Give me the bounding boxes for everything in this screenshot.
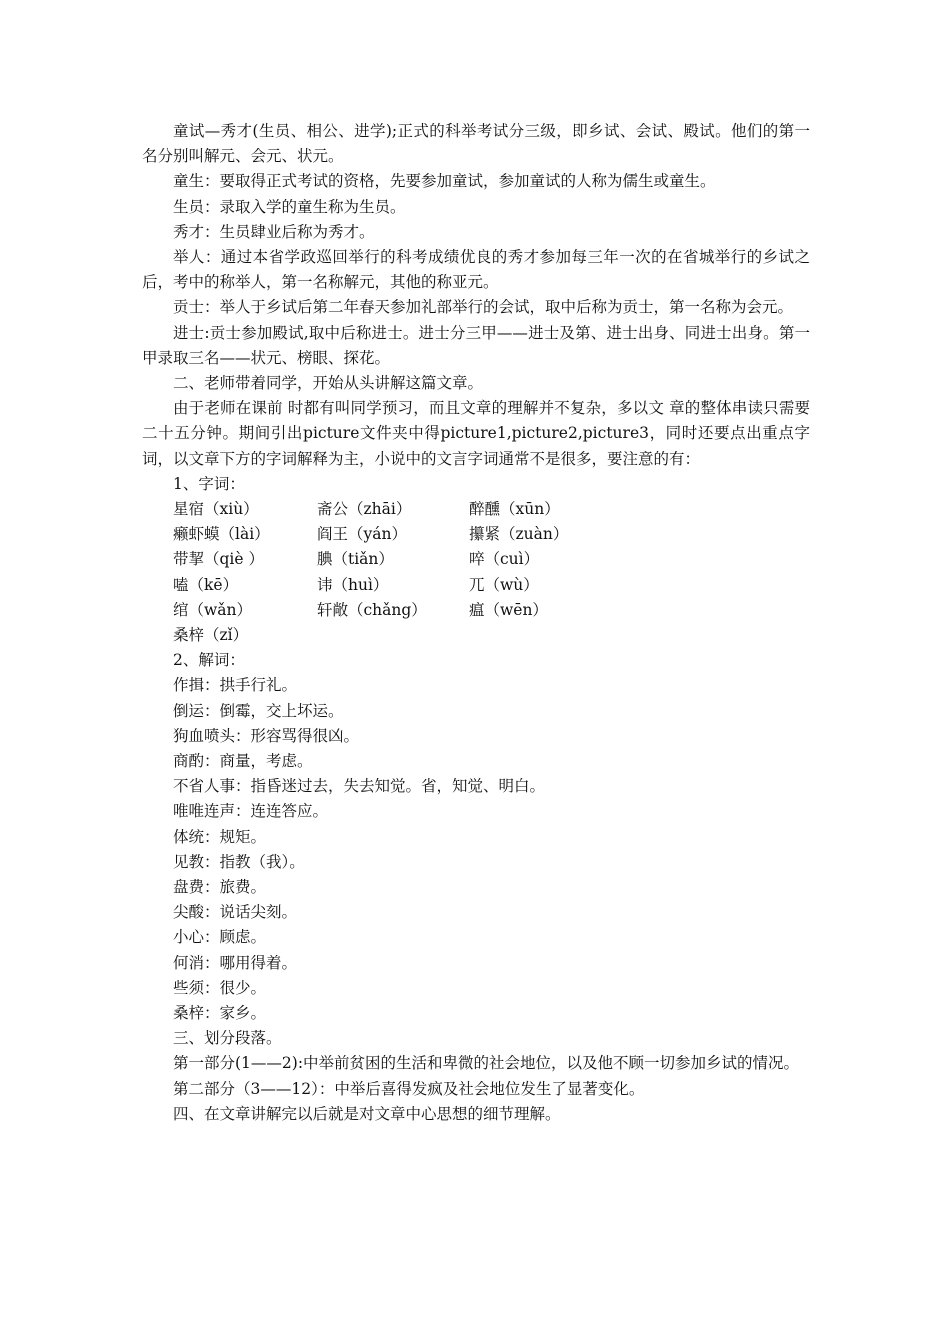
explanation-item: 狗血喷头：形容骂得很凶。	[173, 726, 360, 745]
paragraph-part-two: 第二部分（3——12）：中举后喜得发疯及社会地位发生了显著变化。	[173, 1079, 645, 1098]
explanation-item: 桑梓：家乡。	[173, 1004, 267, 1023]
section-heading-paragraph-division: 三、划分段落。	[173, 1029, 282, 1048]
paragraph-juren: 举人：通过本省学政巡回举行的科考成绩优良的秀才参加每三年一次的在省城举行的乡试之后，考中的称举人，第一名称解元，其他的称亚元。	[142, 248, 810, 292]
word-row	[173, 598, 810, 623]
word-row	[173, 522, 810, 547]
paragraph-tongshi: 童试—秀才(生员、相公、进学);正式的科举考试分三级，即乡试、会试、殿试。他们的第一名分别叫解元、会元、状元。	[142, 122, 810, 166]
word-item: 阎王（yán）	[317, 525, 407, 544]
explanations-section-title: 2、解词：	[173, 651, 245, 670]
section-heading-central-idea: 四、在文章讲解完以后就是对文章中心思想的细节理解。	[173, 1104, 561, 1123]
paragraph-xiucai: 秀才：生员肆业后称为秀才。	[173, 222, 375, 241]
word-item: 桑梓（zǐ）	[173, 625, 249, 644]
paragraph-tongsheng: 童生：要取得正式考试的资格，先要参加童试，参加童试的人称为儒生或童生。	[173, 172, 716, 191]
explanation-item: 唯唯连声：连连答应。	[173, 802, 329, 821]
explanation-item: 体统：规矩。	[173, 827, 267, 846]
explanation-item: 些须：很少。	[173, 978, 267, 997]
word-item: 癞虾蟆（lài）	[173, 525, 270, 544]
word-row	[173, 547, 810, 572]
paragraph-teaching-notes: 由于老师在课前 时都有叫同学预习，而且文章的理解并不复杂，多以文 章的整体串读只需要二十五分钟。期间引出picture文件夹中得picture1,picture2,picture3，同时还要点出重点字词，以文章下方的字词解释为主，小说中的文言字词通常不是很多，要注意的有：	[142, 399, 810, 468]
word-item: 星宿（xiù）	[173, 500, 259, 519]
word-row	[173, 573, 810, 598]
paragraph-gongshi: 贡士：举人于乡试后第二年春天参加礼部举行的会试，取中后称为贡士，第一名称为会元。	[173, 298, 794, 317]
explanation-item: 作揖：拱手行礼。	[173, 676, 298, 695]
explanation-item: 何消：哪用得着。	[173, 953, 298, 972]
explanation-item: 倒运：倒霉，交上坏运。	[173, 701, 344, 720]
explanation-item: 小心：顾虑。	[173, 928, 267, 947]
paragraph-jinshi: 进士:贡士参加殿试,取中后称进士。进士分三甲——进士及第、进士出身、同进士出身。第一甲录取三名——状元、榜眼、探花。	[142, 323, 810, 367]
explanation-item: 不省人事：指昏迷过去，失去知觉。省，知觉、明白。	[173, 777, 546, 796]
section-heading-explain-article: 二、老师带着同学，开始从头讲解这篇文章。	[173, 374, 484, 393]
explanation-item: 商酌：商量，考虑。	[173, 751, 313, 770]
word-item: 兀（wù）	[469, 575, 539, 594]
word-item: 斋公（zhāi）	[317, 500, 412, 519]
words-section-title: 1、字词：	[173, 474, 245, 493]
word-item: 嗑（kē）	[173, 575, 239, 594]
explanation-item: 盘费：旅费。	[173, 878, 267, 896]
document-body	[142, 119, 810, 1127]
explanation-item: 尖酸：说话尖刻。	[173, 903, 298, 922]
word-item: 醉醺（xūn）	[469, 500, 560, 519]
word-item: 绾（wǎn）	[173, 600, 252, 619]
word-item: 啐（cuì）	[469, 550, 540, 569]
word-row	[173, 497, 810, 522]
word-item: 轩敞（chǎng）	[317, 600, 427, 619]
paragraph-part-one: 第一部分(1——2):中举前贫困的生活和卑微的社会地位，以及他不顾一切参加乡试的情况。	[173, 1054, 800, 1073]
word-item: 带挈（qiè ）	[173, 550, 264, 569]
paragraph-shengyuan: 生员：录取入学的童生称为生员。	[173, 197, 406, 216]
word-item: 瘟（wēn）	[469, 600, 548, 619]
word-pronunciation-table	[142, 497, 810, 648]
explanation-item: 见教：指教（我）。	[173, 852, 305, 871]
word-item: 讳（huì）	[317, 575, 389, 594]
word-item: 腆（tiǎn）	[317, 550, 394, 569]
word-item: 攥紧（zuàn）	[469, 525, 569, 544]
word-row	[173, 623, 810, 648]
